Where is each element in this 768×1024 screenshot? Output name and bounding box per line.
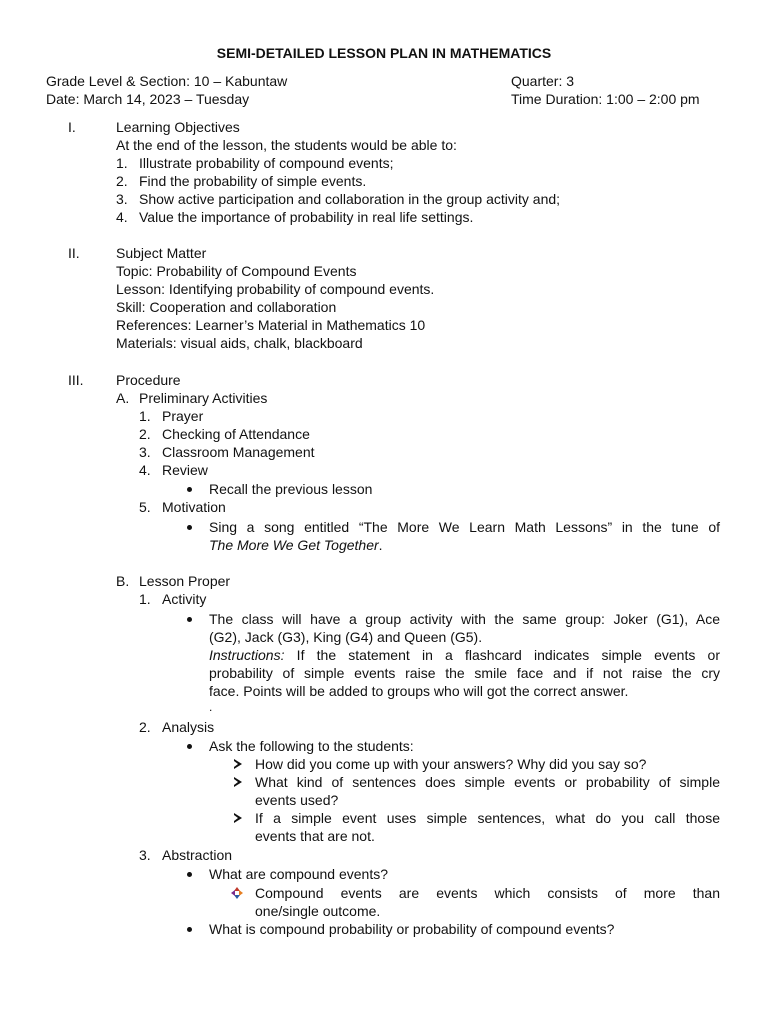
motivation-number: 5. <box>139 499 151 515</box>
objective-item: Value the importance of probability in real life settings. <box>139 209 474 225</box>
analysis-question-1: How did you come up with your answers? Why did you say so? <box>255 756 647 772</box>
bullet-icon <box>187 744 192 749</box>
stray-dot: . <box>209 700 213 714</box>
objectives-intro: At the end of the lesson, the students would be able to: <box>116 137 457 153</box>
activity-heading: Activity <box>162 591 207 607</box>
subject-heading: Subject Matter <box>116 245 207 261</box>
subsection-label-a: A. <box>116 390 130 406</box>
motivation-text-line-1: Sing a song entitled “The More We Learn Math Lessons” in the tune of <box>209 519 720 535</box>
prelim-number: 4. <box>139 462 151 478</box>
prelim-number: 3. <box>139 444 151 460</box>
objective-number: 4. <box>116 209 128 225</box>
subject-references: References: Learner’s Material in Mathematics 10 <box>116 317 426 333</box>
instructions-line-3: face. Points will be added to groups who will got the correct answer. <box>209 683 629 699</box>
bullet-icon <box>187 872 192 877</box>
subsection-label-b: B. <box>116 573 130 589</box>
objective-number: 2. <box>116 173 128 189</box>
arrow-bullet-icon <box>234 759 242 769</box>
bullet-icon <box>187 487 192 492</box>
prelim-item: Checking of Attendance <box>162 426 310 442</box>
song-title: The More We Get Together <box>209 537 379 553</box>
abstraction-question-2: What is compound probability or probability of compound events? <box>209 921 615 937</box>
objective-number: 3. <box>116 191 128 207</box>
analysis-number: 2. <box>139 719 151 735</box>
grade-level: Grade Level & Section: 10 – Kabuntaw <box>46 73 288 89</box>
instructions-text: If the statement in a flashcard indicates simple events or <box>284 647 720 663</box>
objective-item: Show active participation and collaboration in the group activity and; <box>139 191 561 207</box>
preliminary-heading: Preliminary Activities <box>139 390 268 406</box>
lesson-proper-heading: Lesson Proper <box>139 573 231 589</box>
analysis-question-2-line-1: What kind of sentences does simple events or probability of simple <box>255 774 720 790</box>
motivation-period: . <box>378 537 383 553</box>
prelim-item: Classroom Management <box>162 444 315 460</box>
review-bullet-text: Recall the previous lesson <box>209 481 373 497</box>
bullet-icon <box>187 525 192 530</box>
analysis-heading: Analysis <box>162 719 215 735</box>
subject-materials: Materials: visual aids, chalk, blackboard <box>116 335 363 351</box>
objective-number: 1. <box>116 155 128 171</box>
prelim-item: Prayer <box>162 408 204 424</box>
motivation-text-line-2 <box>209 536 383 554</box>
quarter: Quarter: 3 <box>511 73 575 89</box>
bullet-icon <box>187 617 192 622</box>
objectives-heading: Learning Objectives <box>116 119 240 135</box>
header-row-1 <box>46 72 722 90</box>
subject-lesson: Lesson: Identifying probability of compound events. <box>116 281 435 297</box>
objective-item: Illustrate probability of compound events; <box>139 155 394 171</box>
instructions-label: Instructions: <box>209 647 285 663</box>
section-numeral-3: III. <box>68 372 84 388</box>
analysis-question-2-line-2: events used? <box>255 792 339 808</box>
analysis-bullet-text: Ask the following to the students: <box>209 738 414 754</box>
date: Date: March 14, 2023 – Tuesday <box>46 91 250 107</box>
abstraction-number: 3. <box>139 847 151 863</box>
abstraction-heading: Abstraction <box>162 847 233 863</box>
activity-text-line-2: (G2), Jack (G3), King (G4) and Queen (G5). <box>209 629 483 645</box>
activity-text-line-1: The class will have a group activity with the same group: Joker (G1), Ace <box>209 611 720 627</box>
compound-events-definition-line-1: Compound events are events which consists of more than <box>255 885 720 901</box>
bullet-icon <box>187 927 192 932</box>
arrow-bullet-icon <box>234 813 242 823</box>
instructions-line-1 <box>209 646 720 664</box>
header-row-2 <box>46 90 722 108</box>
compound-events-definition-line-2: one/single outcome. <box>255 903 381 919</box>
objective-item: Find the probability of simple events. <box>139 173 367 189</box>
arrow-bullet-icon <box>234 777 242 787</box>
prelim-number: 1. <box>139 408 151 424</box>
analysis-question-3-line-1: If a simple event uses simple sentences, what do you call those <box>255 810 720 826</box>
abstraction-question-1: What are compound events? <box>209 866 388 882</box>
section-numeral-2: II. <box>68 245 80 261</box>
instructions-line-2: probability of simple events raise the smile face and if not raise the cry <box>209 665 720 681</box>
activity-number: 1. <box>139 591 151 607</box>
analysis-question-3-line-2: events that are not. <box>255 828 375 844</box>
page-title: SEMI-DETAILED LESSON PLAN IN MATHEMATICS <box>216 45 552 61</box>
subject-skill: Skill: Cooperation and collaboration <box>116 299 337 315</box>
time-duration: Time Duration: 1:00 – 2:00 pm <box>511 91 700 107</box>
procedure-heading: Procedure <box>116 372 181 388</box>
motivation-heading: Motivation <box>162 499 226 515</box>
subject-topic: Topic: Probability of Compound Events <box>116 263 357 279</box>
prelim-number: 2. <box>139 426 151 442</box>
four-arrow-diamond-icon <box>231 887 243 899</box>
section-numeral-1: I. <box>68 119 76 135</box>
prelim-item: Review <box>162 462 208 478</box>
